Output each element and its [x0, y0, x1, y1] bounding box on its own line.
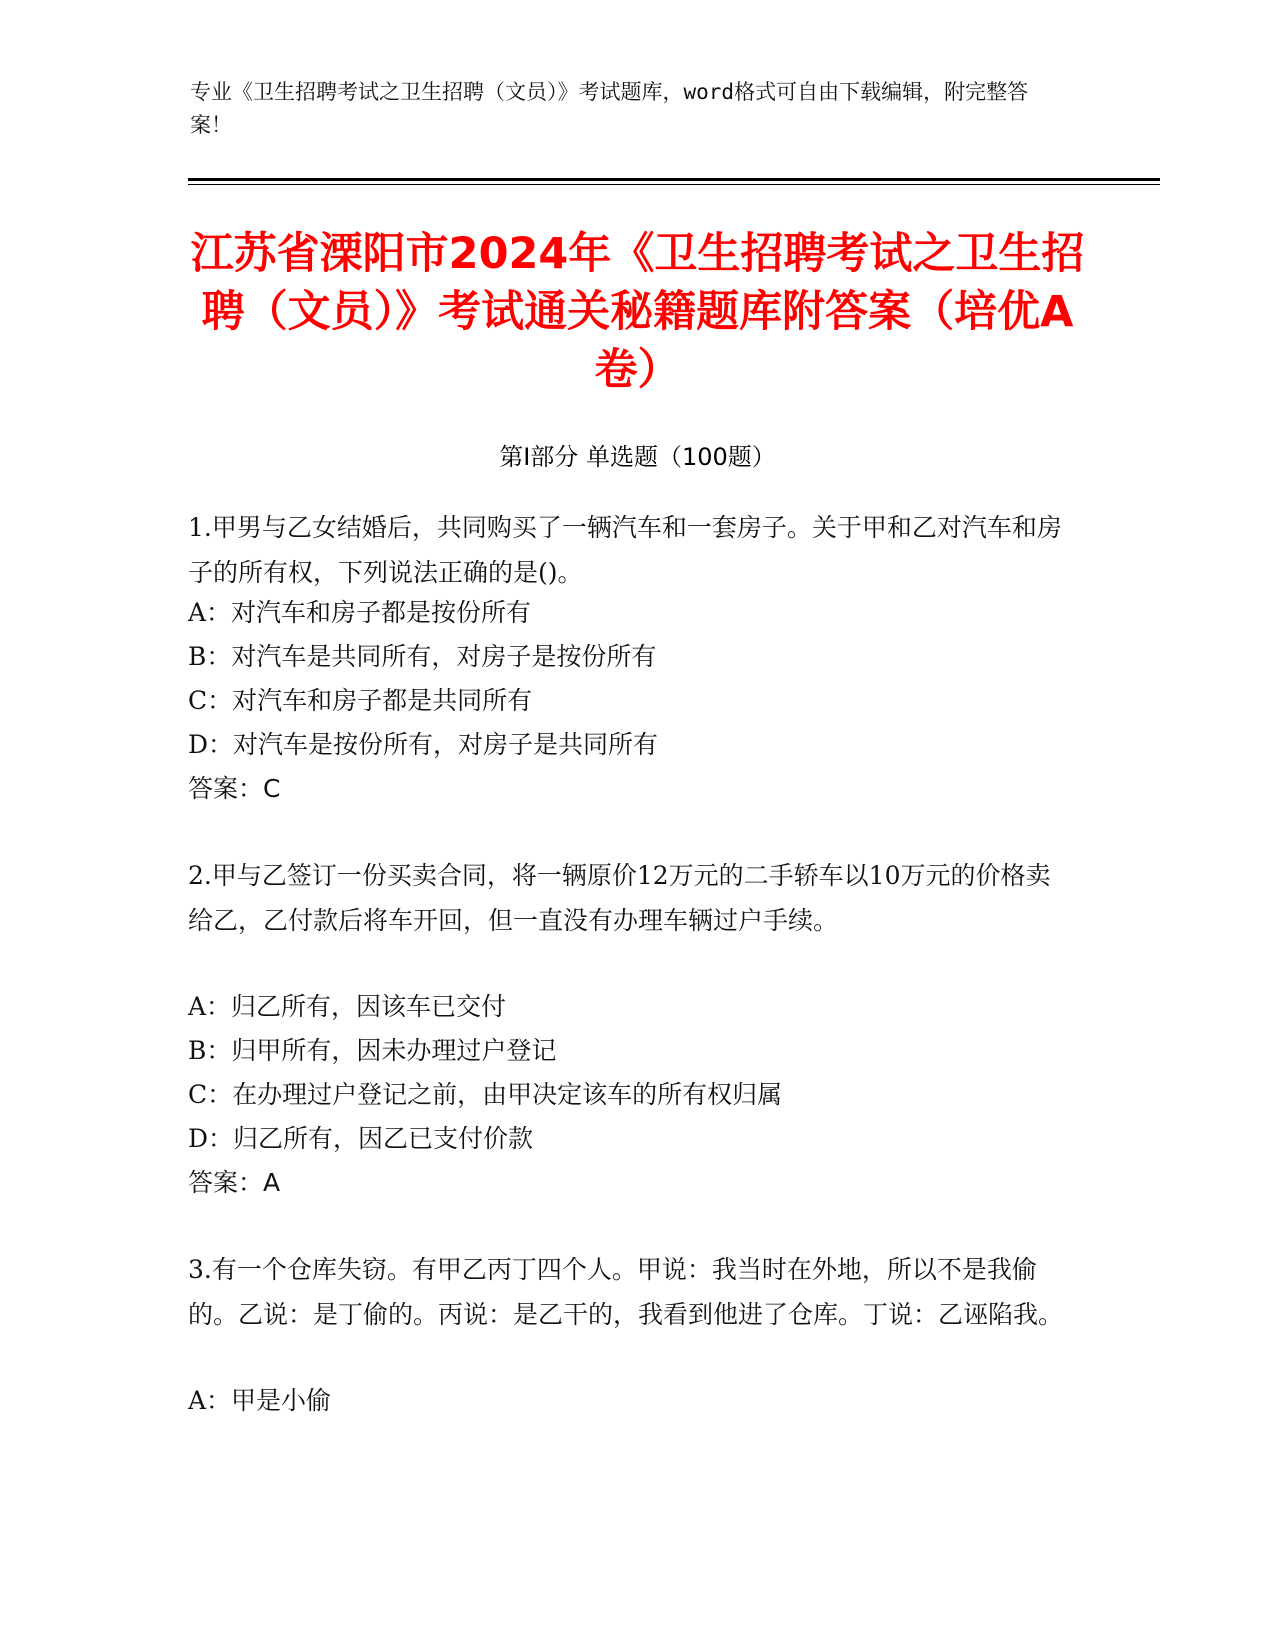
- question-1-option-d: D：对汽车是按份所有，对房子是共同所有: [188, 730, 659, 759]
- question-3-text: 3.有一个仓库失窃。有甲乙丙丁四个人。甲说：我当时在外地，所以不是我偷的。乙说：是丁偷的。丙说：是乙干的，我看到他进了仓库。丁说：乙诬陷我。: [188, 1255, 1064, 1329]
- header-divider-thick: [188, 178, 1160, 181]
- question-1-option-c: C：对汽车和房子都是共同所有: [188, 686, 533, 715]
- header-note: 专业《卫生招聘考试之卫生招聘（文员）》考试题库，word格式可自由下载编辑，附完整答案！: [190, 80, 1029, 137]
- question-1-option-a: A：对汽车和房子都是按份所有: [188, 598, 532, 627]
- question-3-option-a: A：甲是小偷: [188, 1386, 332, 1415]
- question-2-answer: 答案：A: [188, 1168, 281, 1197]
- question-2-option-c: C：在办理过户登记之前，由甲决定该车的所有权归属: [188, 1080, 783, 1109]
- section-title: 第Ⅰ部分 单选题（100题）: [499, 443, 776, 471]
- document-title: 江苏省溧阳市2024年《卫生招聘考试之卫生招聘（文员）》考试通关秘籍题库附答案（培优A卷）: [190, 229, 1085, 395]
- question-1-text: 1.甲男与乙女结婚后，共同购买了一辆汽车和一套房子。关于甲和乙对汽车和房子的所有权，下列说法正确的是()。: [188, 513, 1062, 587]
- question-1-answer: 答案：C: [188, 774, 281, 803]
- question-2-option-b: B：归甲所有，因未办理过户登记: [188, 1036, 557, 1065]
- header-divider-thin: [188, 184, 1160, 185]
- question-2-option-a: A：归乙所有，因该车已交付: [188, 992, 507, 1021]
- question-2-text: 2.甲与乙签订一份买卖合同，将一辆原价12万元的二手轿车以10万元的价格卖给乙，乙付款后将车开回，但一直没有办理车辆过户手续。: [188, 861, 1051, 935]
- question-2-option-d: D：归乙所有，因乙已支付价款: [188, 1124, 534, 1153]
- question-1-option-b: B：对汽车是共同所有，对房子是按份所有: [188, 642, 657, 671]
